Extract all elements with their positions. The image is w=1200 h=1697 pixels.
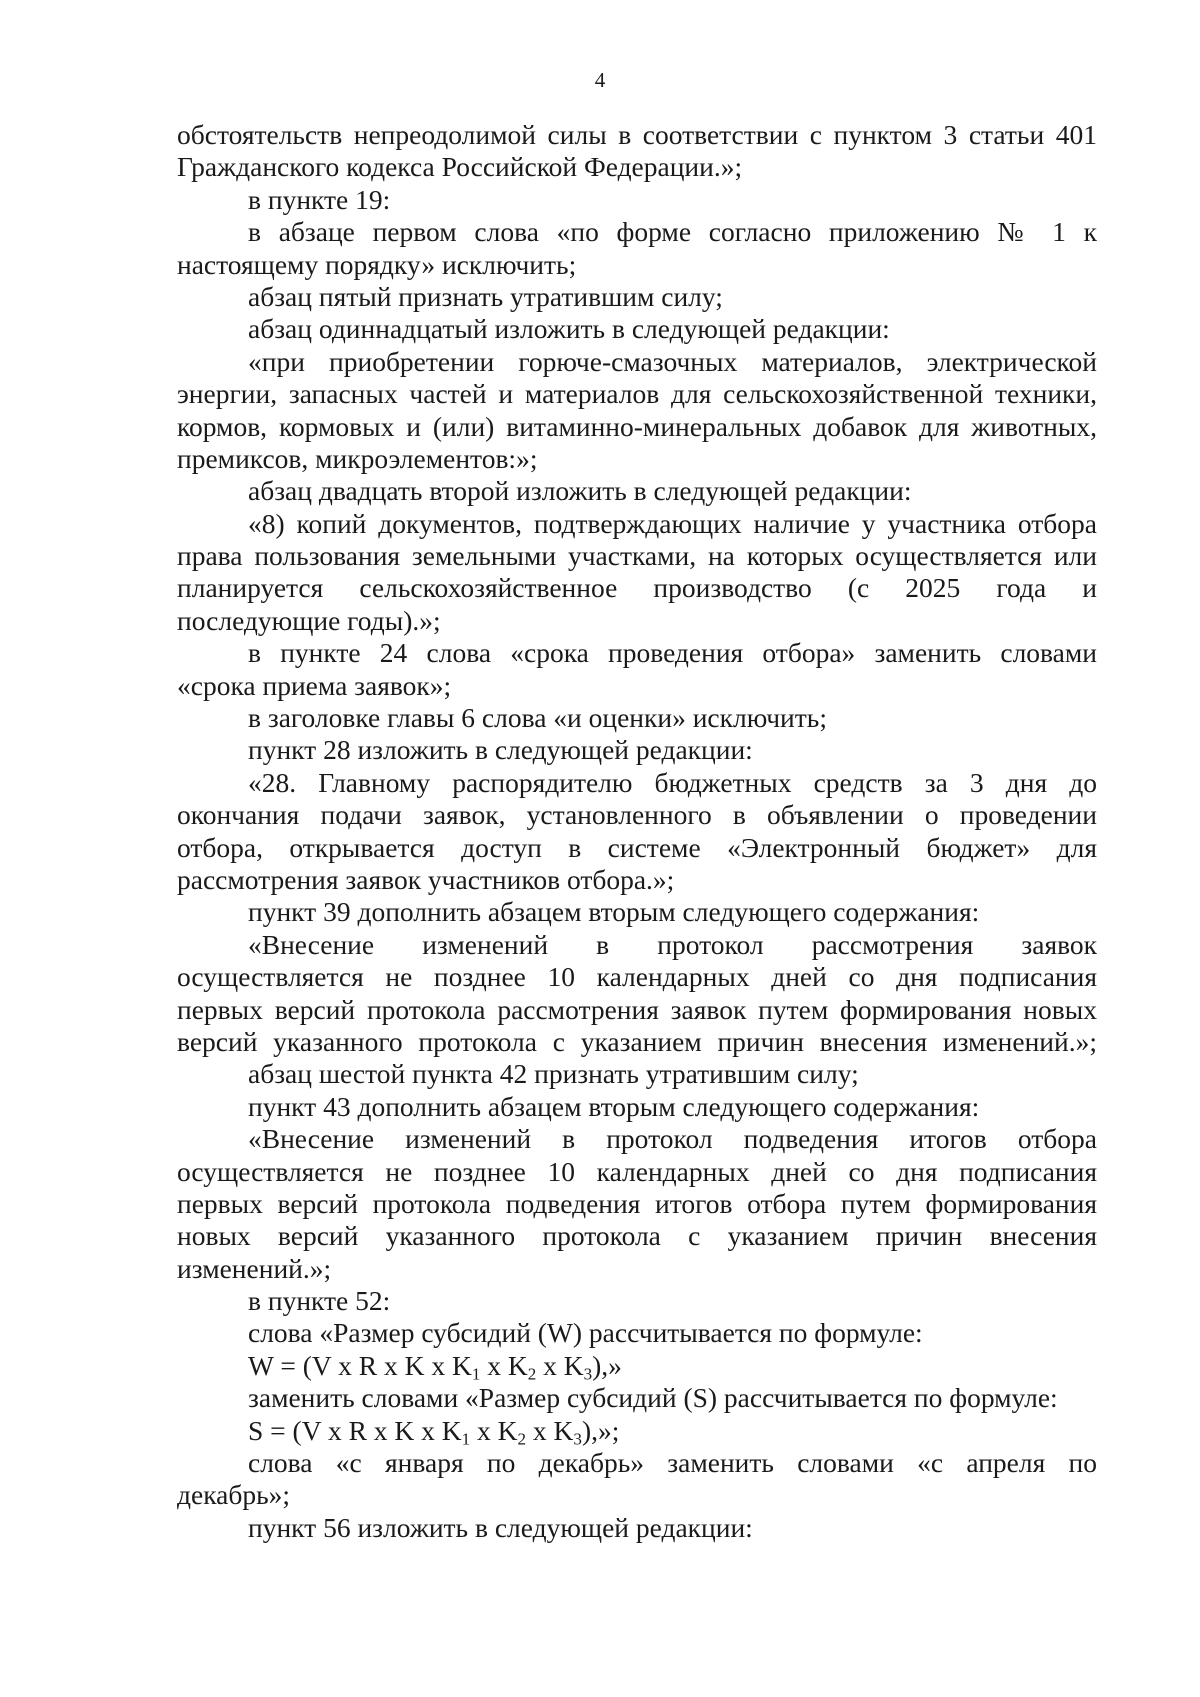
text-line: осуществляется не позднее 10 календарных дней со дня подписания: [177, 1155, 1097, 1187]
text-line: планируется сельскохозяйственное производство (с 2025 года и: [177, 572, 1097, 604]
text-line: пункт 28 изложить в следующей редакции:: [248, 734, 753, 766]
text-line: пункт 39 дополнить абзацем вторым следующего содержания:: [248, 896, 980, 928]
formula-subscript: 3: [583, 1364, 593, 1384]
text-line: абзац шестой пункта 42 признать утратившим силу;: [248, 1058, 859, 1090]
text-line: слова «с января по декабрь» заменить словами «с апреля по: [248, 1447, 1097, 1479]
text-line: пункт 56 изложить в следующей редакции:: [248, 1511, 753, 1543]
text-line: отбора, открывается доступ в системе «Электронный бюджет» для: [177, 831, 1097, 863]
document-body: [177, 119, 1097, 1544]
text-line: окончания подачи заявок, установленного в объявлении о проведении: [177, 799, 1097, 831]
text-line: в пункте 24 слова «срока проведения отбора» заменить словами: [248, 637, 1097, 669]
text-line: последующие годы).»;: [177, 604, 441, 636]
text-line: премиксов, микроэлементов:»;: [177, 442, 538, 474]
text-line: права пользования земельными участками, на которых осуществляется или: [177, 540, 1097, 572]
text-line: абзац одиннадцатый изложить в следующей редакции:: [248, 313, 890, 345]
text-line: «Внесение изменений в протокол рассмотрения заявок: [248, 928, 1097, 960]
formula-subscript: 2: [527, 1364, 537, 1384]
text-line: декабрь»;: [177, 1479, 291, 1511]
text-line: рассмотрения заявок участников отбора.»;: [177, 863, 675, 895]
text-line: первых версий протокола подведения итогов отбора путем формирования: [177, 1187, 1097, 1219]
formula-part: x K: [470, 1414, 518, 1446]
text-line: заменить словами «Размер субсидий (S) рассчитывается по формуле:: [248, 1382, 1058, 1414]
text-line: Гражданского кодекса Российской Федерации.»;: [177, 151, 743, 183]
text-line: «при приобретении горюче-смазочных материалов, электрической: [248, 345, 1097, 377]
formula-part: ),»: [592, 1349, 622, 1381]
text-line: абзац пятый признать утратившим силу;: [248, 280, 723, 312]
text-line: кормов, кормовых и (или) витаминно-минеральных добавок для животных,: [177, 410, 1097, 442]
formula-part: S = (V x R x K x K: [248, 1414, 462, 1446]
text-line: обстоятельств непреодолимой силы в соответствии с пунктом 3 статьи 401: [177, 119, 1097, 150]
formula-part: x K: [480, 1349, 528, 1381]
formula-part: ),»;: [581, 1414, 620, 1446]
page-number: 4: [594, 68, 606, 92]
text-line: осуществляется не позднее 10 календарных дней со дня подписания: [177, 961, 1097, 993]
text-line: изменений.»;: [177, 1252, 332, 1284]
formula-part: x K: [536, 1349, 584, 1381]
formula-subscript: 1: [471, 1364, 481, 1384]
text-line: «срока приема заявок»;: [177, 669, 452, 701]
formula-subscript: 3: [573, 1428, 582, 1448]
formula-line: [177, 1350, 1097, 1382]
text-line: «28. Главному распорядителю бюджетных средств за 3 дня до: [248, 766, 1097, 798]
text-line: в абзаце первом слова «по форме согласно приложению № 1 к: [248, 216, 1097, 248]
text-line: в пункте 52:: [248, 1285, 391, 1317]
formula-subscript: 1: [461, 1428, 471, 1448]
text-line: пункт 43 дополнить абзацем вторым следующего содержания:: [248, 1090, 980, 1122]
formula-part: W = (V x R x K x K: [248, 1349, 472, 1381]
text-line: новых версий указанного протокола с указанием причин внесения: [177, 1220, 1097, 1252]
text-line: «Внесение изменений в протокол подведения итогов отбора: [248, 1123, 1097, 1155]
text-line: «8) копий документов, подтверждающих наличие у участника отбора: [248, 507, 1097, 539]
text-line: в пункте 19:: [248, 183, 391, 215]
text-line: первых версий протокола рассмотрения заявок путем формирования новых: [177, 993, 1097, 1025]
text-line: энергии, запасных частей и материалов для сельскохозяйственной техники,: [177, 378, 1097, 410]
text-line: версий указанного протокола с указанием причин внесения изменений.»;: [177, 1025, 1097, 1057]
text-line: абзац двадцать второй изложить в следующей редакции:: [248, 475, 912, 507]
text-line: настоящему порядку» исключить;: [177, 248, 577, 280]
text-line: слова «Размер субсидий (W) рассчитывается по формуле:: [248, 1317, 923, 1349]
formula-line: [177, 1415, 1097, 1447]
text-line: в заголовке главы 6 слова «и оценки» исключить;: [248, 702, 827, 734]
formula-subscript: 2: [517, 1428, 527, 1448]
formula-part: x K: [526, 1414, 574, 1446]
